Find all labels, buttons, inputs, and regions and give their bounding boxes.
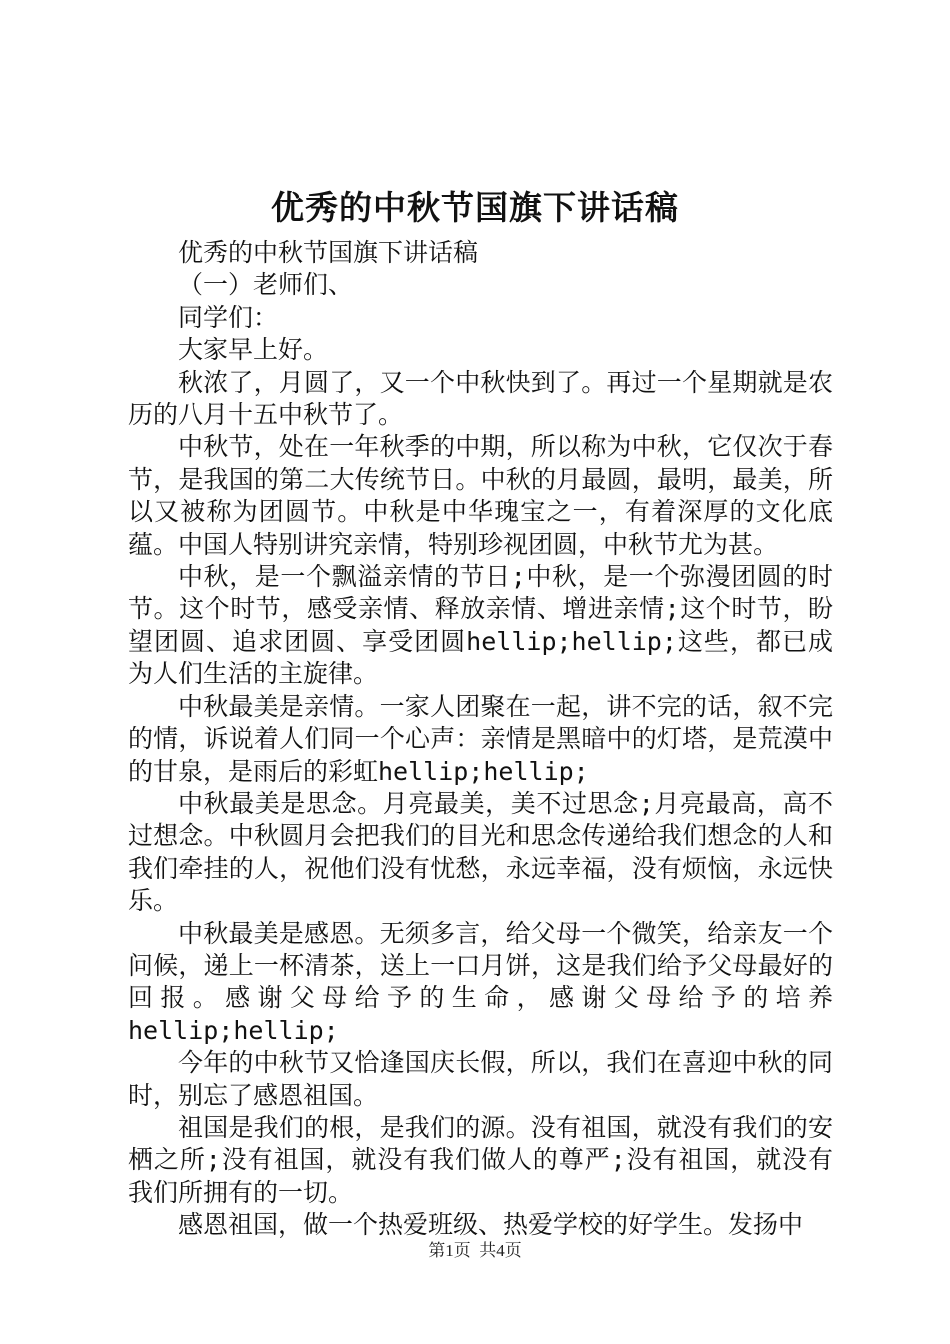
page-footer xyxy=(0,1240,950,1262)
document-title: 优秀的中秋节国旗下讲话稿 xyxy=(271,188,679,227)
paragraph: 大家早上好。 xyxy=(178,335,329,365)
paragraph: （一）老师们、 xyxy=(178,270,354,300)
paragraph: 中秋节，处在一年秋季的中期，所以称为中秋，它仅次于春节，是我国的第二大传统节日。中秋的月最圆，最明，最美，所以又被称为团圆节。中秋是中华瑰宝之一，有着深厚的文化底蕴。中国人特别讲究亲情，特别珍视团圆，中秋节尤为甚。 xyxy=(128,432,833,559)
paragraph: 祖国是我们的根，是我们的源。没有祖国，就没有我们的安栖之所;没有祖国，就没有我们做人的尊严;没有祖国，就没有我们所拥有的一切。 xyxy=(128,1112,833,1207)
paragraph: 秋浓了，月圆了，又一个中秋快到了。再过一个星期就是农历的八月十五中秋节了。 xyxy=(128,367,833,430)
paragraph: 优秀的中秋节国旗下讲话稿 xyxy=(178,238,479,267)
paragraph: 中秋最美是亲情。一家人团聚在一起，讲不完的话，叙不完的情，诉说着人们同一个心声：亲情是黑暗中的灯塔，是荒漠中的甘泉，是雨后的彩虹hellip;hellip; xyxy=(128,691,833,786)
page-number-label: 第1页 共4页 xyxy=(428,1241,522,1260)
document-body xyxy=(128,237,833,1242)
paragraph: 今年的中秋节又恰逢国庆长假，所以，我们在喜迎中秋的同时，别忘了感恩祖国。 xyxy=(128,1048,833,1110)
paragraph: 中秋，是一个飘溢亲情的节日;中秋，是一个弥漫团圆的时节。这个时节，感受亲情、释放亲情、增进亲情;这个时节，盼望团圆、追求团圆、享受团圆hellip;hellip;这些，都已成为人们生活的主旋律。 xyxy=(128,562,833,689)
paragraph: 中秋最美是感恩。无须多言，给父母一个微笑，给亲友一个问候，递上一杯清茶，送上一口月饼，这是我们给予父母最好的回报。感谢父母给予的生命，感谢父母给予的培养hellip;hellip; xyxy=(128,918,833,1045)
paragraph: 感恩祖国，做一个热爱班级、热爱学校的好学生。发扬中 xyxy=(178,1210,804,1240)
paragraph: 中秋最美是思念。月亮最美，美不过思念;月亮最高，高不过想念。中秋圆月会把我们的目光和思念传递给我们想念的人和我们牵挂的人，祝他们没有忧愁，永远幸福，没有烦恼，永远快乐。 xyxy=(128,788,833,916)
paragraph: 同学们： xyxy=(178,302,279,332)
